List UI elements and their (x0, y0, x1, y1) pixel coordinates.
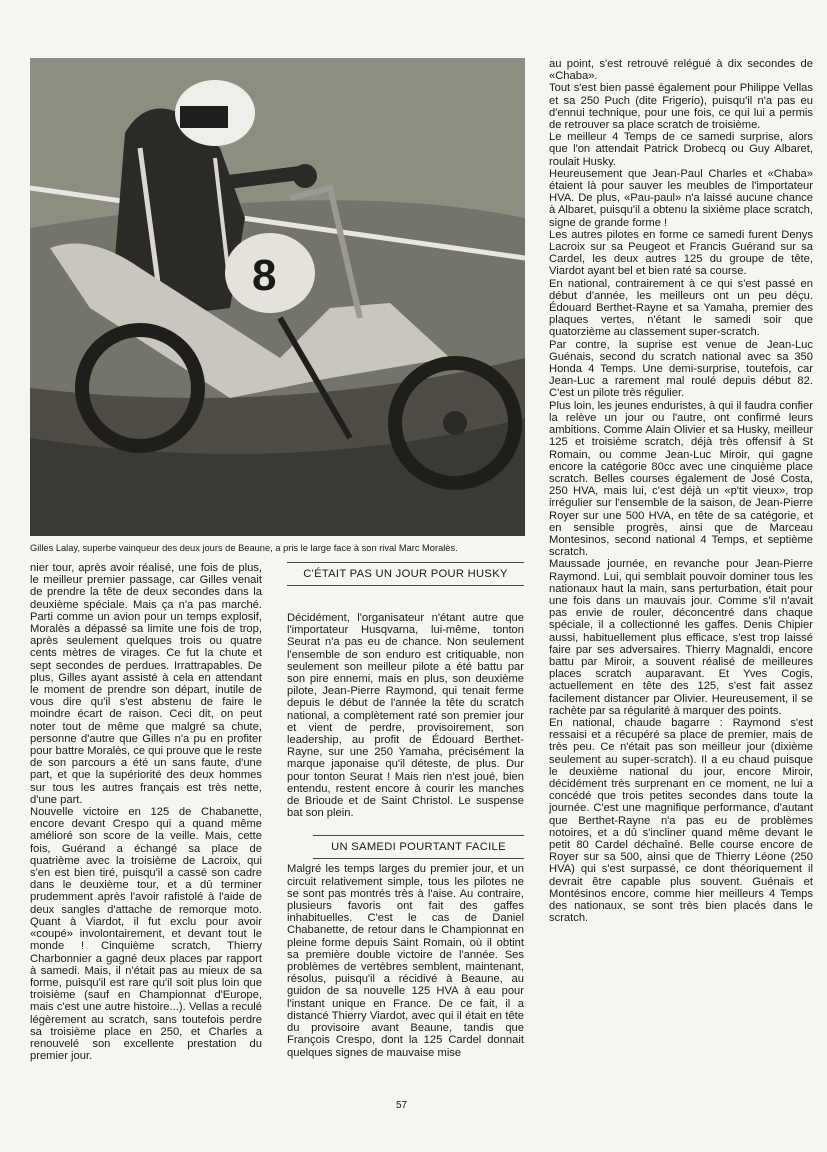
paragraph: En national, chaude bagarre : Raymond s'est ressaisi et a récupéré sa place de premier, mais de très peu. Ce n'était pas son meilleur jour (dixième seulement au super-scratch). Il a eu chaud puisque le deuxième national du jour, encore Miroir, décidément très surprenant en ce moment, ne lui a concédé que trois petites secondes dans toute la journée. C'est une magnifique performance, d'autant que Berthet-Rayne n'a pas eu de problèmes notoires, et a dû s'incliner quand même devant le petit 80 Cardel déchaîné. Belle course encore de Royer sur sa 500, ainsi que de Thierry Léone (250 HVA) qui s'est surpassé, ce dont théoriquement il devrait être capable plus souvent. Guénais et Montésinos encore, comme hier meilleurs 4 Temps des nationaux, se sont très bien placés dans le scratch. (549, 716, 813, 925)
paragraph: Maussade journée, en revanche pour Jean-Pierre Raymond. Lui, qui semblait pouvoir dominer tous les nationaux haut la main, sans perturbation, était pour une fois dans un mauvais jour. Comme s'il n'avait pas envie de rouler, déconcentré dans chaque spéciale, il a collectionné les gaffes. Denis Chipier aussi, habituellement plus efficace, s'est trop laissé faire par ses adversaires. Thierry Magnaldi, encore battu par Miroir, a souvent réalisé de meilleures places scratch auparavant. Et Yves Cogis, actuellement en tête des 125, s'est fait assez facilement distancer par Olivier. Heureusement, il se rachète par sa régularité à marquer des points. (549, 558, 813, 717)
photo-caption: Gilles Lalay, superbe vainqueur des deux jours de Beaune, a pris le large face à son rival Marc Moralès. (30, 543, 458, 553)
rider-photo (30, 58, 525, 536)
bib-number: 8 (252, 251, 277, 300)
paragraph: Le meilleur 4 Temps de ce samedi surprise, alors que l'on attendait Patrick Drobecq ou Guy Albaret, roulait Husky. (549, 131, 813, 168)
paragraph: En national, contrairement à ce qui s'est passé en début d'année, les meilleurs ont un peu déçu. Édouard Berthet-Rayne et sa Yamaha, premier des plaques vertes, n'étant le samedi soir que quatorzième au classement super-scratch. (549, 277, 813, 339)
page-number: 57 (396, 1100, 408, 1111)
paragraph: Heureusement que Jean-Paul Charles et «Chaba» étaient là pour sauver les meubles de l'importateur HVA. De plus, «Pau-paul» n'a laissé aucune chance à Albaret, puisqu'il a obtenu la sixième place scratch, signe de grande forme ! (549, 167, 813, 229)
paragraph: Nouvelle victoire en 125 de Chabanette, encore devant Crespo qui a quand même amélioré son score de la veille. Mais, cette fois, Guérand a échangé sa place de quatrième avec la troisième de Lacroix, qui s'en est bien tiré, puisqu'il a cassé son cadre dans le deuxième tour, et a dû terminer prudemment après l'avoir rafistolé à l'aide de deux sangles d'attache de remorque moto. Quant à Viardot, il fut exclu pour avoir «coupé» involontairement, et devant tout le monde ! Cinquième scratch, Thierry Charbonnier a gagné deux places par rapport à samedi. Mais, il n'était pas au mieux de sa forme, puisqu'il est rare qu'il soit plus loin que troisième (sauf en Championnat d'Europe, mais c'est une autre histoire...). Vellas a reculé légèrement au scratch, sans toutefois perdre sa troisième place en 250, et Charles a renouvelé son excellente prestation du premier jour. (30, 806, 262, 1063)
paragraph: nier tour, après avoir réalisé, une fois de plus, le meilleur premier passage, car Gilles venait de prendre la tête de deux secondes dans la deuxième spéciale. Mais ça n'a pas marché. Parti comme un avion pour un temps explosif, Moralès a dépassé sa limite une fois de trop, après seulement quelques trois ou quatre cents mètres de virages. Ce fut la chute et sept secondes de perdues. Irrattrapables. De plus, Gilles ayant assisté à cela en attendant le moment de prendre son départ, inutile de vous dire qu'il s'est abstenu de faire le moindre écart de raison. Ceci dit, on peut noter tout de même que malgré sa chute, personne d'autre que Gilles n'a pu en profiter pour battre Moralès, ce qui prouve que le reste de son parcours a été un sans faute, d'une part, et que la supériorité des deux hommes sur tous les autres français est très nette, d'une part. (30, 562, 262, 806)
paragraph: Décidément, l'organisateur n'étant autre que l'importateur Husqvarna, lui-même, tonton Seurat n'a pas eu de chance. Non seulement l'ensemble de son enduro est critiquable, non seulement son meilleur pilote a été battu par son pire ennemi, mais en plus, son deuxième pilote, Jean-Pierre Raymond, qui tenait ferme depuis le début de l'année la tête du scratch national, a complètement raté son premier jour et vient de perdre, provisoirement, son leadership, au profit de Édouard Berthet-Rayne, sur une 250 Yamaha, précisément la marque japonaise qu'il déteste, de plus. Dur pour tonton Seurat ! Mais rien n'est joué, bien entendu, restent encore à courir les manches de Brioude et de Saint Christol. Le suspense bat son plein. (287, 612, 524, 820)
article-column-3 (549, 58, 813, 924)
paragraph: Tout s'est bien passé également pour Philippe Vellas et sa 250 Puch (dite Frigerio), puisqu'il n'a pas eu d'ennui technique, pour une fois, ce qui lui a permis de retrouver sa place scratch de troisième. (549, 82, 813, 132)
section-heading-husky: C'ÉTAIT PAS UN JOUR POUR HUSKY (287, 562, 524, 586)
motocross-rider-image (30, 58, 525, 536)
article-column-1 (30, 562, 262, 1062)
paragraph: Les autres pilotes en forme ce samedi furent Denys Lacroix sur sa Peugeot et Francis Guérand sur sa Cardel, les deux autres 125 du groupe de tête, Viardot ayant bel et bien raté sa course. (549, 228, 813, 278)
section-heading-samedi: UN SAMEDI POURTANT FACILE (313, 835, 524, 859)
paragraph: Plus loin, les jeunes enduristes, à qui il faudra confier la relève un jour ou l'autre, ont confirmé leurs ambitions. Comme Alain Olivier et sa Husky, meilleur 125 et troisième scratch, déjà très offensif à St Romain, ou comme Jean-Luc Miroir, qui gagne encore la catégorie 80cc avec une cinquième place scratch. Belles courses également de José Costa, 250 HVA, mais lui, c'est déjà un «p'tit vieux», trop irrégulier sur l'ensemble de la saison, de Jean-Pierre Royer sur une 500 HVA, en tête de sa catégorie, et en sensible progrès, ainsi que de Marceau Montesinos, second national 4 Temps, et septième scratch. (549, 399, 813, 559)
paragraph: au point, s'est retrouvé relégué à dix secondes de «Chaba». (549, 58, 813, 83)
paragraph: Par contre, la suprise est venue de Jean-Luc Guénais, second du scratch national avec sa 350 Honda 4 Temps. Une demi-surprise, toutefois, car Jean-Luc a rarement mal roulé depuis début 82. C'est un pilote très régulier. (549, 338, 813, 400)
paragraph: Malgré les temps larges du premier jour, et un circuit relativement simple, tous les pilotes ne se sont pas montrés très à l'aise. Au contraire, plusieurs favoris ont fait des gaffes inhabituelles. C'est le cas de Daniel Chabanette, de retour dans le Championnat en pleine forme depuis Saint Romain, où il obtint sa première double victoire de l'année. Ses problèmes de vertèbres semblent, maintenant, résolus, puisqu'il a récidivé à Beaune, au guidon de sa nouvelle 125 HVA à eau pour l'instant unique en France. De ce fait, il a distancé Thierry Viardot, avec qui il était en tête du provisoire avant Beaune, tandis que François Crespo, dont la 125 Cardel donnait quelques signes de mauvaise mise (287, 863, 524, 1059)
